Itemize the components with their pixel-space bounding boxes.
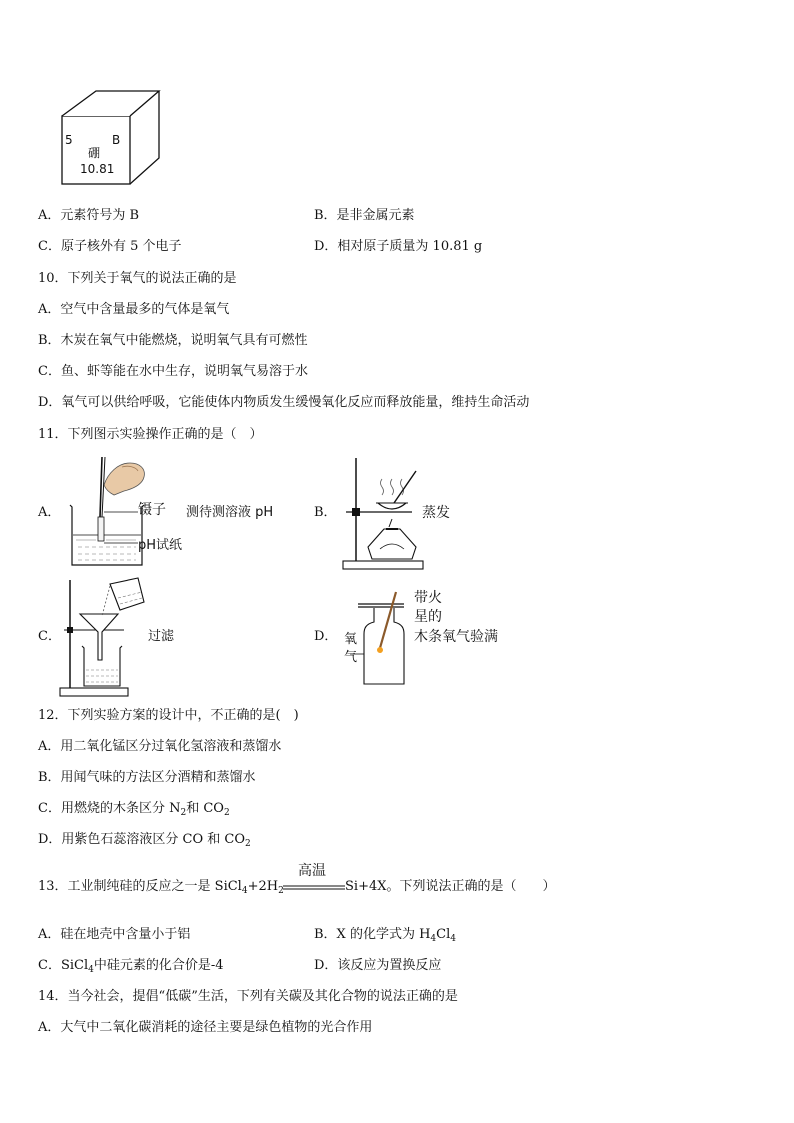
boron-element-card — [58, 88, 164, 188]
q10-stem: 10．下列关于氧气的说法正确的是 — [38, 271, 237, 286]
q13-option-d: D．该反应为置换反应 — [314, 958, 442, 973]
q10-option-d: D．氧气可以供给呼吸，它能使体内物质发生缓慢氧化反应而释放能量，维持生命活动 — [38, 395, 530, 410]
q11-d-caption-3: 木条氧气验满 — [414, 629, 498, 645]
ph-test-diagram — [66, 455, 186, 575]
q11-a-letter: A． — [38, 505, 61, 520]
q12-option-a: A．用二氧化锰区分过氧化氢溶液和蒸馏水 — [38, 739, 282, 754]
oxygen-test-diagram — [342, 588, 412, 688]
q11-c-letter: C． — [38, 629, 61, 644]
atomic-mass: 10.81 — [80, 162, 115, 176]
oxygen-label-1: 氧 — [344, 632, 358, 647]
q13-equation-bar — [283, 880, 345, 886]
q10-option-c: C．鱼、虾等能在水中生存，说明氧气易溶于水 — [38, 364, 308, 379]
q13-option-c: C．SiCl$_4$中硅元素的化合价是-4 — [38, 958, 224, 975]
ph-paper-label: pH试纸 — [138, 538, 183, 553]
element-symbol: B — [112, 133, 121, 147]
q14-option-a: A．大气中二氧化碳消耗的途径主要是绿色植物的光合作用 — [38, 1020, 373, 1035]
q9-option-c: C．原子核外有 5 个电子 — [38, 239, 182, 254]
q11-d-caption-2: 星的 — [414, 609, 442, 625]
q11-b-letter: B． — [314, 505, 337, 520]
q9-option-d: D．相对原子质量为 10.81 g — [314, 239, 483, 254]
evaporation-diagram — [340, 455, 430, 575]
element-name: 硼 — [88, 146, 101, 160]
q10-option-b: B．木炭在氧气中能燃烧，说明氧气具有可燃性 — [38, 333, 308, 348]
q11-b-caption: 蒸发 — [422, 505, 450, 521]
q11-a-caption: 测待测溶液 pH — [186, 505, 274, 520]
q13-option-a: A．硅在地壳中含量小于铝 — [38, 927, 191, 942]
q9-option-b: B．是非金属元素 — [314, 208, 415, 223]
q14-stem: 14．当今社会，提倡“低碳”生活，下列有关碳及其化合物的说法正确的是 — [38, 989, 458, 1004]
q12-option-d: D．用紫色石蕊溶液区分 CO 和 $CO_2$ — [38, 832, 251, 849]
q12-option-c: C．用燃烧的木条区分 $N_2$和 $CO_2$ — [38, 801, 230, 818]
q13-option-b: B．X 的化学式为 $H_4Cl_4$ — [314, 927, 456, 944]
q11-d-caption-1: 带火 — [414, 590, 442, 606]
q13-stem: 13．工业制纯硅的反应之一是 $SiCl_4+2H_2$ — [38, 879, 284, 896]
q9-option-a: A．元素符号为 B — [38, 208, 140, 223]
q10-option-a: A．空气中含量最多的气体是氧气 — [38, 302, 230, 317]
q12-stem: 12．下列实验方案的设计中，不正确的是( ) — [38, 708, 299, 723]
q11-stem: 11．下列图示实验操作正确的是（ ） — [38, 427, 263, 442]
q13-condition: 高温 — [298, 863, 326, 879]
tweezers-label: 镊子 — [138, 502, 166, 518]
q13-stem-end: Si+4X。下列说法正确的是（ ） — [345, 879, 556, 894]
oxygen-label-2: 气 — [344, 650, 358, 665]
q12-option-b: B．用闻气味的方法区分酒精和蒸馏水 — [38, 770, 256, 785]
q11-d-letter: D． — [314, 629, 338, 644]
filtration-diagram — [58, 576, 148, 700]
q11-c-caption: 过滤 — [148, 629, 175, 644]
atomic-number: 5 — [65, 133, 73, 147]
